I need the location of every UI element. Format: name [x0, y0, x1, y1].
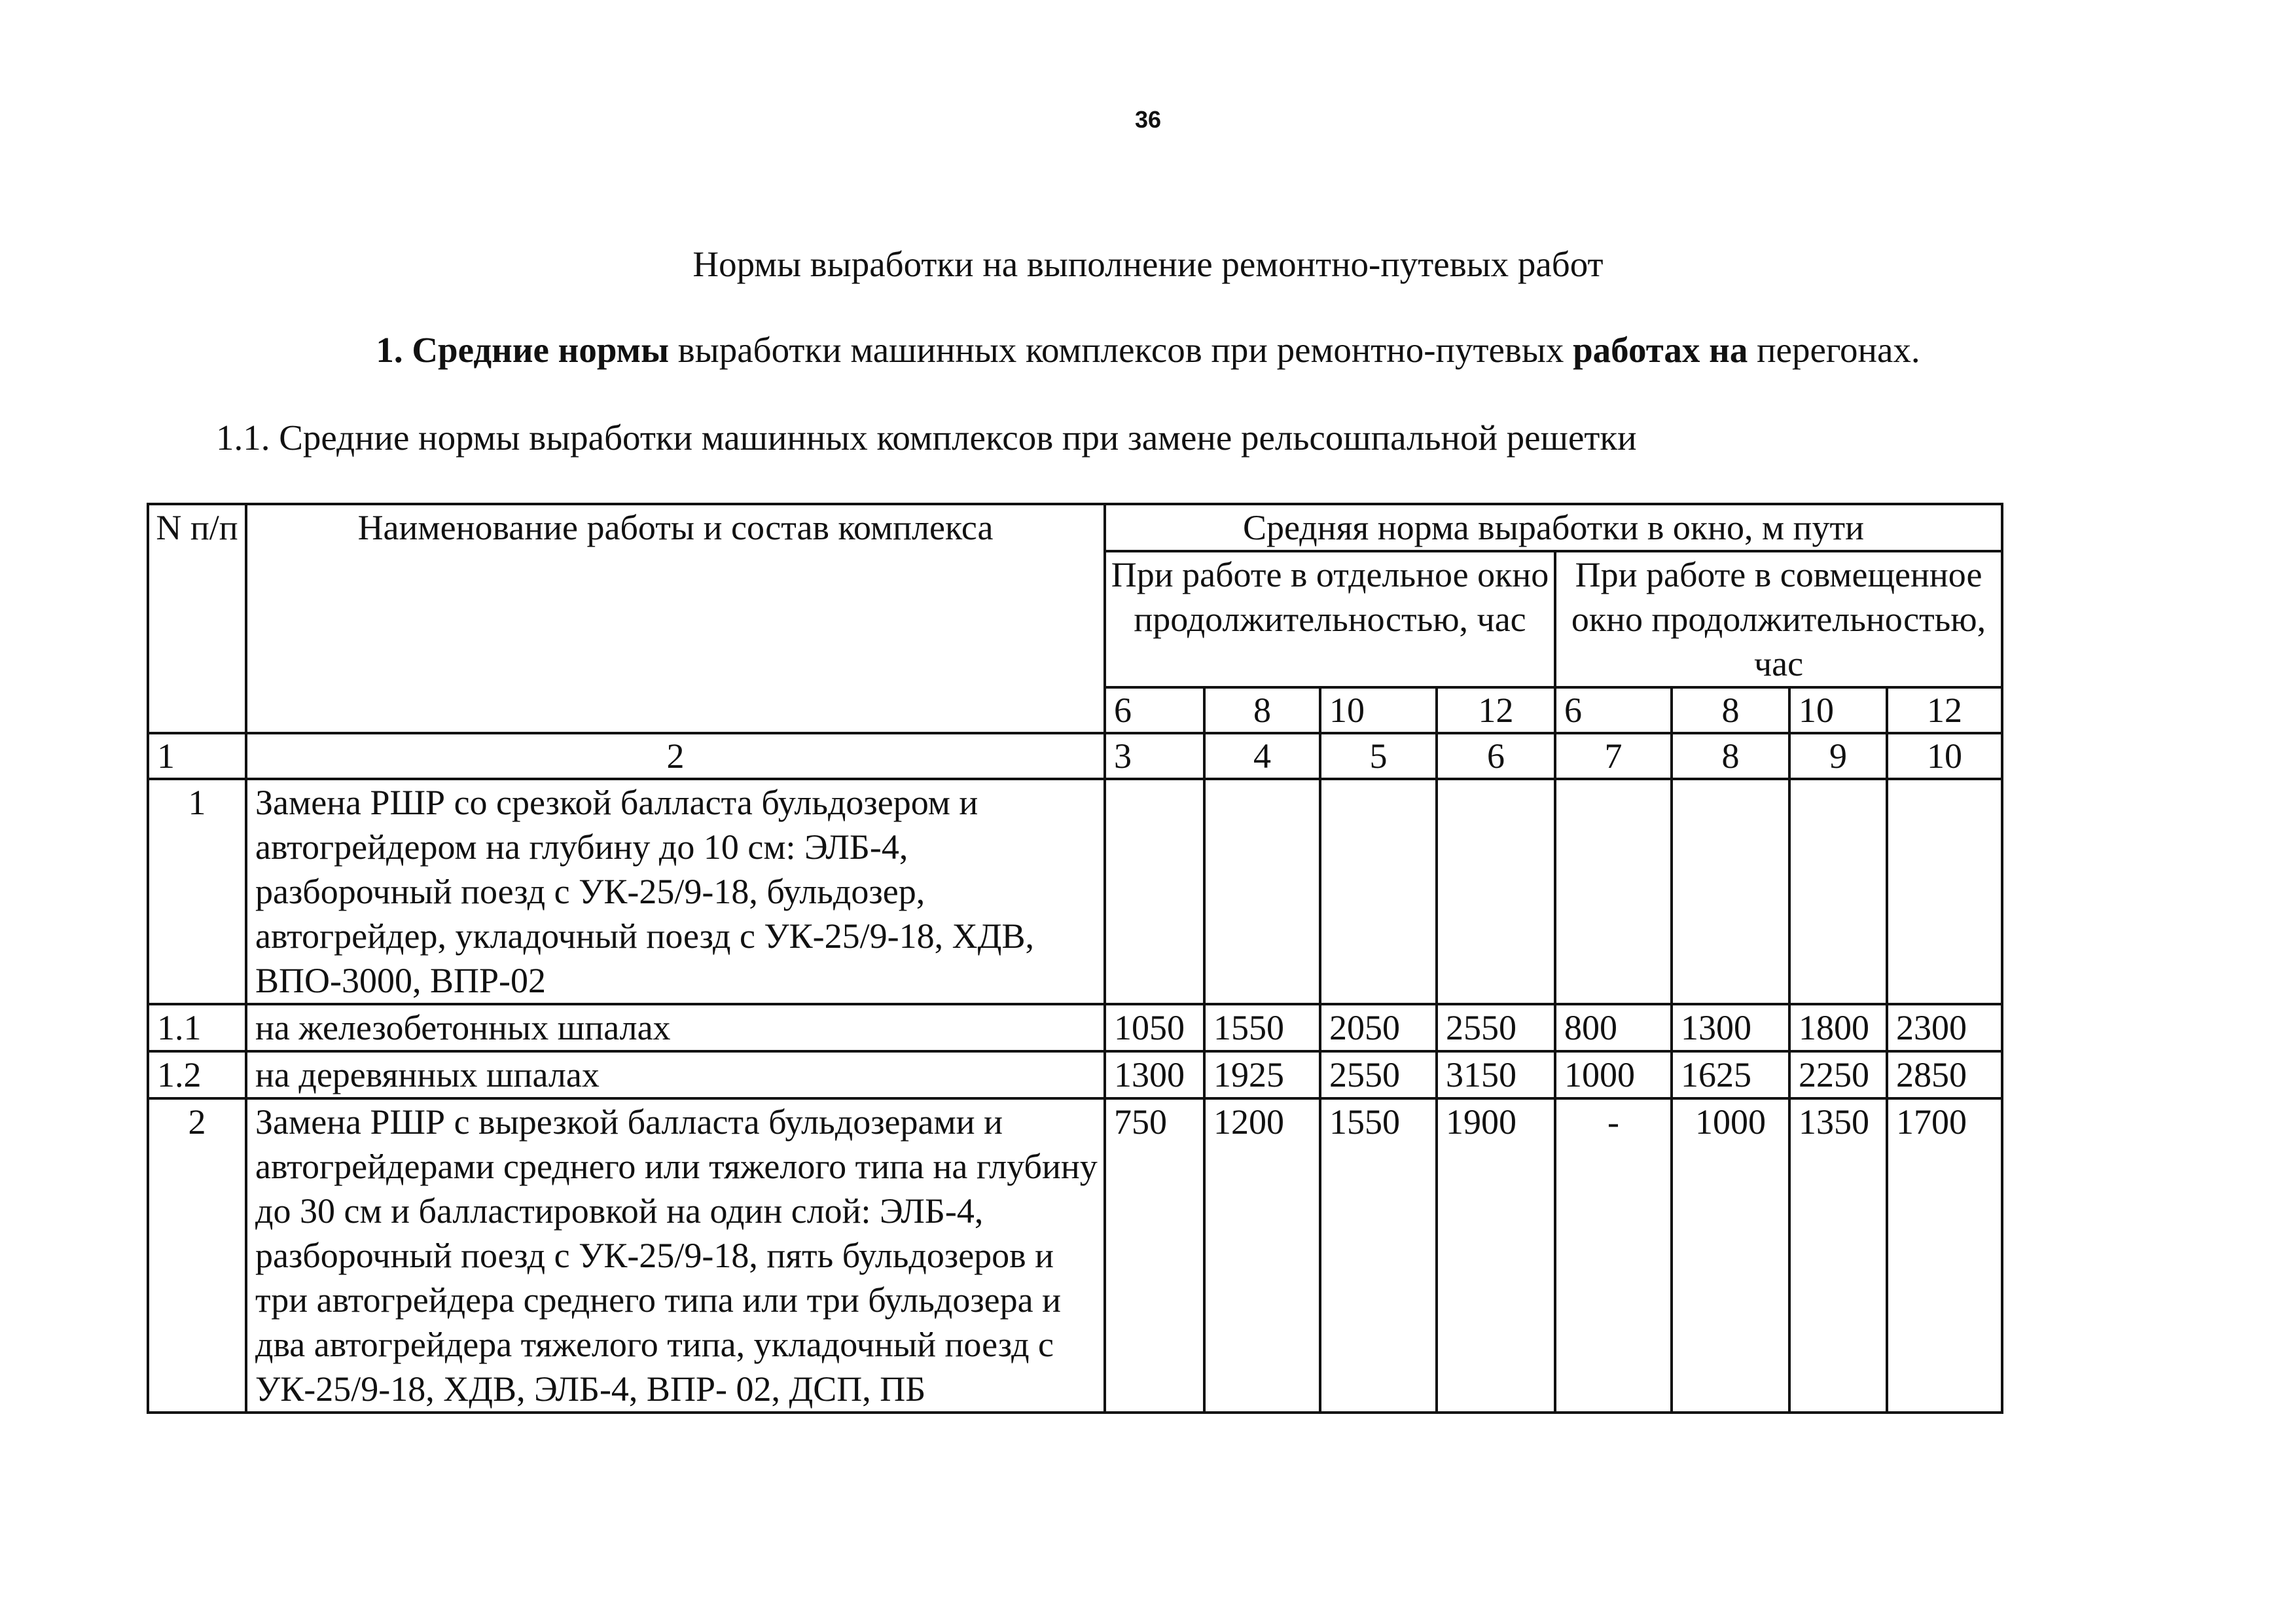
header-hours-cell: 12 — [1887, 687, 2002, 733]
row-value: 1925 — [1204, 1051, 1320, 1098]
table-row — [148, 1004, 2002, 1051]
section-number: 1. — [376, 330, 403, 370]
row-value — [1887, 779, 2002, 1004]
header-norm: Средняя норма выработки в окно, м пути — [1105, 504, 2002, 551]
header-hours-cell: 6 — [1555, 687, 1672, 733]
row-value: 1350 — [1789, 1098, 1887, 1413]
row-value: 1550 — [1320, 1098, 1437, 1413]
row-value: 1550 — [1204, 1004, 1320, 1051]
subsection-heading: 1.1. Средние нормы выработки машинных комплексов при замене рельсошпальной решетки — [216, 418, 1637, 458]
row-value: 2250 — [1789, 1051, 1887, 1098]
column-number-cell: 7 — [1555, 733, 1672, 779]
column-number-cell: 6 — [1437, 733, 1555, 779]
table-row — [148, 1051, 2002, 1098]
column-number-cell: 8 — [1672, 733, 1789, 779]
header-row-1 — [148, 504, 2002, 551]
header-hours-cell: 8 — [1672, 687, 1789, 733]
row-work-name: Замена РШР с вырезкой балласта бульдозерами и автогрейдерами среднего или тяжелого типа на глубину до 30 см и балластировкой на один слой: ЭЛБ-4, разборочный поезд с УК-25/9-18, пять бульдозеров и три автогрейдера среднего типа или три бульдозера и два автогрейдера тяжелого типа, укладочный поезд с УК-25/9-18, ХДВ, ЭЛБ-4, ВПР- 02, ДСП, ПБ — [246, 1098, 1105, 1413]
table-row — [148, 779, 2002, 1004]
row-value: 1900 — [1437, 1098, 1555, 1413]
row-value: 1000 — [1555, 1051, 1672, 1098]
column-number-cell: 1 — [148, 733, 246, 779]
header-hours-cell: 8 — [1204, 687, 1320, 733]
header-num: N п/п — [148, 504, 246, 733]
row-value: 2550 — [1320, 1051, 1437, 1098]
section-heading-part-2: выработки машинных комплексов при ремонтно-путевых — [669, 330, 1573, 370]
row-value: - — [1555, 1098, 1672, 1413]
column-number-row — [148, 733, 2002, 779]
row-value: 1000 — [1672, 1098, 1789, 1413]
row-value — [1105, 779, 1204, 1004]
header-hours-cell: 10 — [1320, 687, 1437, 733]
header-hours-cell: 12 — [1437, 687, 1555, 733]
row-value: 1300 — [1105, 1051, 1204, 1098]
section-heading-part-3: работах на — [1573, 330, 1748, 370]
row-value: 750 — [1105, 1098, 1204, 1413]
column-number-cell: 2 — [246, 733, 1105, 779]
document-title: Нормы выработки на выполнение ремонтно-путевых работ — [692, 244, 1604, 284]
page-number: 36 — [1134, 106, 1162, 133]
row-value: 2550 — [1437, 1004, 1555, 1051]
header-hours-cell: 10 — [1789, 687, 1887, 733]
column-number-cell: 9 — [1789, 733, 1887, 779]
header-separate-window: При работе в отдельное окно продолжительностью, час — [1105, 551, 1555, 687]
column-number-cell: 4 — [1204, 733, 1320, 779]
row-value — [1437, 779, 1555, 1004]
norms-table — [147, 503, 2003, 1414]
row-number: 1 — [148, 779, 246, 1004]
row-value: 1200 — [1204, 1098, 1320, 1413]
column-number-cell: 10 — [1887, 733, 2002, 779]
row-number: 2 — [148, 1098, 246, 1413]
column-number-cell: 3 — [1105, 733, 1204, 779]
row-value: 2850 — [1887, 1051, 2002, 1098]
header-hours-cell: 6 — [1105, 687, 1204, 733]
row-value — [1789, 779, 1887, 1004]
section-heading-part-1: Средние нормы — [412, 330, 670, 370]
column-number-cell: 5 — [1320, 733, 1437, 779]
table-row — [148, 1098, 2002, 1413]
row-value: 3150 — [1437, 1051, 1555, 1098]
header-combined-window: При работе в совмещенное окно продолжительностью, час — [1555, 551, 2002, 687]
row-value — [1204, 779, 1320, 1004]
section-heading-part-4: перегонах. — [1748, 330, 1920, 370]
row-number: 1.2 — [148, 1051, 246, 1098]
row-value — [1672, 779, 1789, 1004]
row-value — [1320, 779, 1437, 1004]
row-work-name: на деревянных шпалах — [246, 1051, 1105, 1098]
row-work-name: Замена РШР со срезкой балласта бульдозером и автогрейдером на глубину до 10 см: ЭЛБ-4, разборочный поезд с УК-25/9-18, бульдозер, автогрейдер, укладочный поезд с УК-25/9-18, ХДВ, ВПО-3000, ВПР-02 — [246, 779, 1105, 1004]
row-value: 1800 — [1789, 1004, 1887, 1051]
row-value: 1050 — [1105, 1004, 1204, 1051]
header-name: Наименование работы и состав комплекса — [246, 504, 1105, 733]
row-value: 1625 — [1672, 1051, 1789, 1098]
row-work-name: на железобетонных шпалах — [246, 1004, 1105, 1051]
row-number: 1.1 — [148, 1004, 246, 1051]
row-value — [1555, 779, 1672, 1004]
row-value: 2300 — [1887, 1004, 2002, 1051]
row-value: 1700 — [1887, 1098, 2002, 1413]
section-heading — [0, 329, 2296, 370]
row-value: 800 — [1555, 1004, 1672, 1051]
row-value: 1300 — [1672, 1004, 1789, 1051]
row-value: 2050 — [1320, 1004, 1437, 1051]
